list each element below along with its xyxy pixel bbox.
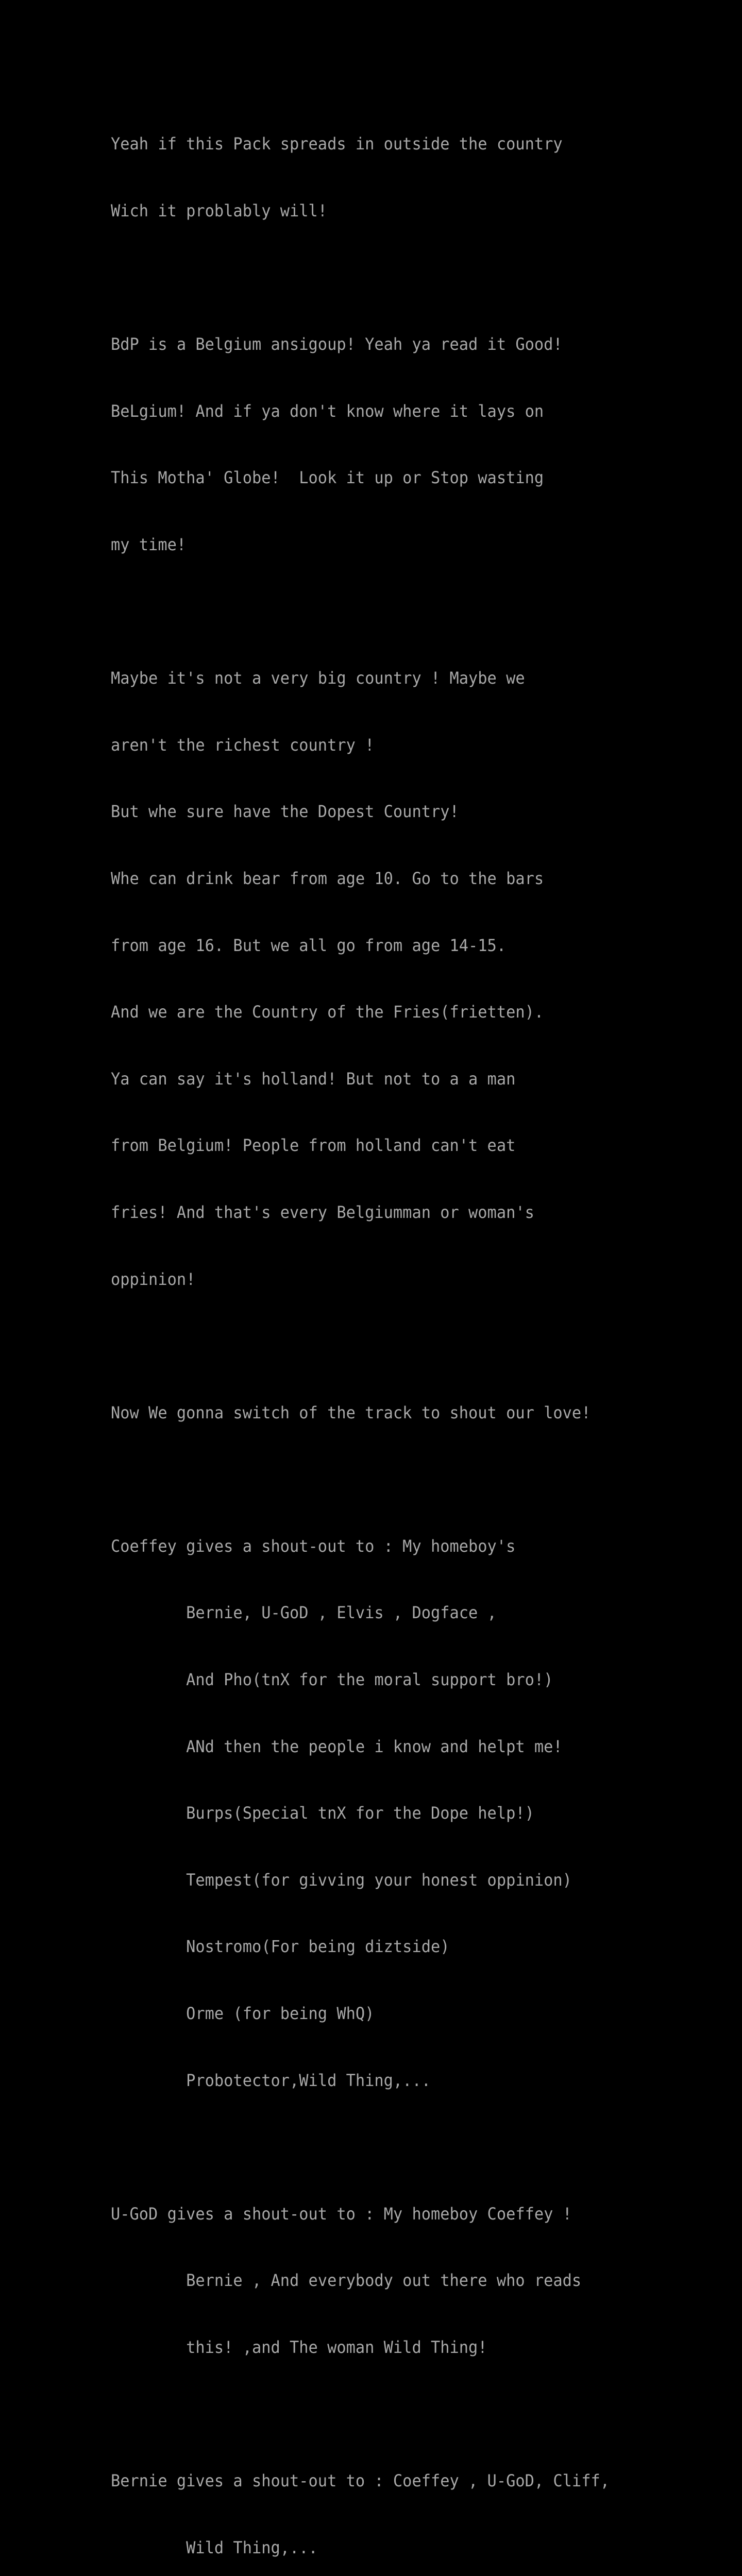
text-line: Orme (for being WhQ) [111,2004,375,2024]
text-line [111,1468,610,1490]
text-line: Coeffey gives a shout-out to : My homeboy's [111,1536,516,1556]
text-line: Wild Thing,... [111,2537,318,2557]
text-line: this! ,and The woman Wild Thing! [111,2337,487,2357]
text-line: Bernie gives a shout-out to : Coeffey , U-GoD, Cliff, [111,2471,610,2491]
text-line: Maybe it's not a very big country ! Maybe we [111,668,525,688]
text-line: oppinion! [111,1269,196,1289]
text-line [111,267,610,289]
text-line: fries! And that's every Belgiumman or woman's [111,1202,534,1222]
text-line: Burps(Special tnX for the Dope help!) [111,1803,534,1823]
text-line: But whe sure have the Dopest Country! [111,802,459,822]
text-content [111,89,610,2576]
text-line: Nostromo(For being diztside) [111,1937,450,1957]
text-line: U-GoD gives a shout-out to : My homeboy Coeffey ! [111,2204,572,2224]
text-line: Tempest(for givving your honest oppinion) [111,1870,572,1890]
text-line: from Belgium! People from holland can't eat [111,1136,516,1156]
text-line [111,2136,610,2158]
text-line: Bernie, U-GoD , Elvis , Dogface , [111,1603,497,1623]
text-line: Now We gonna switch of the track to shout our love! [111,1402,591,1422]
text-line: my time! [111,534,187,554]
text-line: And Pho(tnX for the moral support bro!) [111,1670,553,1690]
text-line: Bernie , And everybody out there who reads [111,2270,582,2291]
text-line: Yeah if this Pack spreads in outside the country [111,134,563,154]
text-line [111,2403,610,2426]
text-line [111,1335,610,1357]
text-line [111,601,610,623]
text-line: Ya can say it's holland! But not to a a man [111,1069,516,1089]
text-line: This Motha' Globe! Look it up or Stop wasting [111,468,544,488]
text-line: Probotector,Wild Thing,... [111,2070,431,2090]
text-line: ANd then the people i know and helpt me! [111,1736,563,1756]
text-line: Whe can drink bear from age 10. Go to the bars [111,868,544,888]
text-line: BdP is a Belgium ansigoup! Yeah ya read it Good! [111,334,563,354]
text-line: And we are the Country of the Fries(frietten). [111,1002,544,1022]
text-line: aren't the richest country ! [111,735,375,755]
text-line: from age 16. But we all go from age 14-15. [111,935,507,955]
text-line: Wich it problably will! [111,201,328,221]
text-line: BeLgium! And if ya don't know where it lays on [111,401,544,421]
